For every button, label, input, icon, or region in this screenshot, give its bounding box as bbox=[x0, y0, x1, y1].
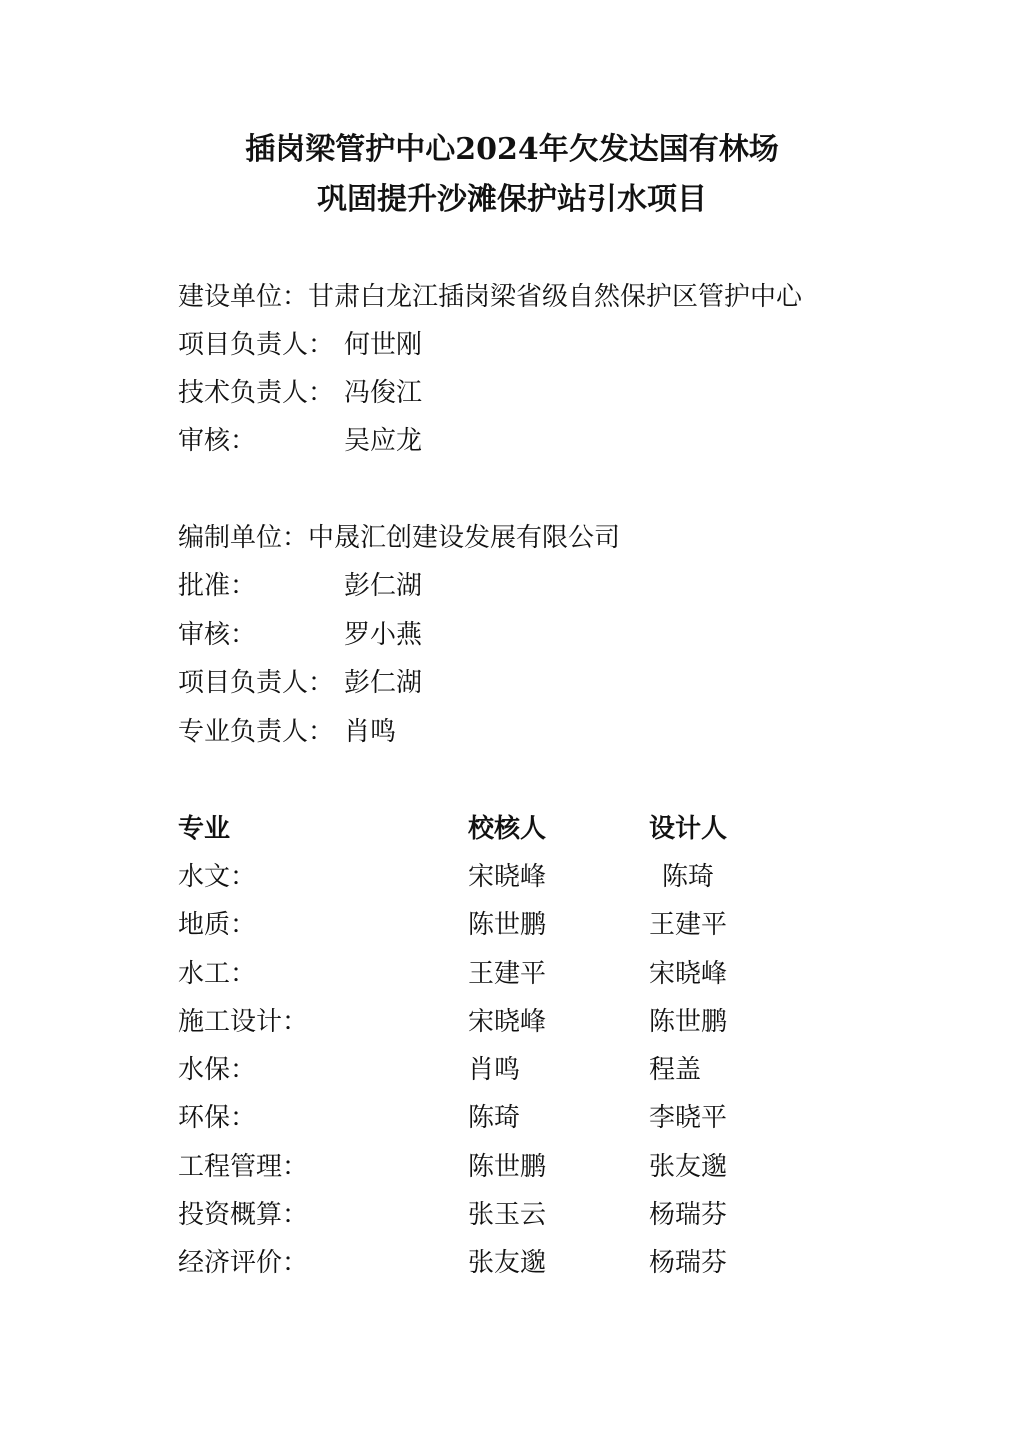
row-checker: 陈琦 bbox=[468, 1103, 521, 1133]
row-specialty: 投资概算： bbox=[178, 1200, 309, 1230]
row-specialty: 地质： bbox=[178, 910, 257, 940]
row-designer: 杨瑞芬 bbox=[649, 1248, 728, 1278]
row-checker: 张玉云 bbox=[468, 1200, 547, 1230]
compilation-project-lead-label: 项目负责人： bbox=[178, 668, 335, 698]
row-specialty: 水保： bbox=[178, 1055, 257, 1085]
compilation-specialty-lead-label: 专业负责人： bbox=[178, 717, 335, 747]
row-checker: 陈世鹏 bbox=[468, 1152, 547, 1182]
table-row bbox=[178, 956, 728, 992]
construction-unit-value: 甘肃白龙江插岗梁省级自然保护区管护中心 bbox=[308, 282, 803, 312]
compilation-review-label: 审核： bbox=[178, 620, 257, 650]
table-row bbox=[178, 1052, 702, 1088]
row-specialty: 经济评价： bbox=[178, 1248, 309, 1278]
table-row bbox=[178, 907, 728, 943]
header-checker: 校核人 bbox=[468, 814, 547, 844]
row-checker: 宋晓峰 bbox=[468, 862, 547, 892]
table-row bbox=[178, 1004, 728, 1040]
row-checker: 张友邈 bbox=[468, 1248, 547, 1278]
compilation-unit-value: 中晟汇创建设发展有限公司 bbox=[308, 523, 621, 553]
compilation-specialty-lead-row bbox=[178, 714, 397, 750]
row-designer: 程盖 bbox=[649, 1055, 702, 1085]
header-designer: 设计人 bbox=[649, 814, 728, 844]
construction-project-lead-label: 项目负责人： bbox=[178, 330, 335, 360]
construction-tech-lead-value: 冯俊江 bbox=[344, 378, 423, 408]
row-designer: 王建平 bbox=[649, 910, 728, 940]
compilation-unit-label: 编制单位： bbox=[178, 523, 309, 553]
row-specialty: 环保： bbox=[178, 1103, 257, 1133]
compilation-approve-label: 批准： bbox=[178, 571, 257, 601]
staff-table-header bbox=[178, 811, 728, 847]
compilation-project-lead-value: 彭仁湖 bbox=[344, 668, 423, 698]
row-designer: 宋晓峰 bbox=[649, 959, 728, 989]
row-specialty: 施工设计： bbox=[178, 1007, 309, 1037]
document-title-line-2: 巩固提升沙滩保护站引水项目 bbox=[317, 182, 707, 217]
document-title-line-1: 插岗梁管护中心2024年欠发达国有林场 bbox=[245, 132, 779, 167]
construction-tech-lead-row bbox=[178, 375, 423, 411]
compilation-approve-row bbox=[178, 568, 423, 604]
table-row bbox=[178, 1100, 728, 1136]
construction-review-label: 审核： bbox=[178, 426, 257, 456]
compilation-specialty-lead-value: 肖鸣 bbox=[344, 717, 397, 747]
row-designer: 陈世鹏 bbox=[649, 1007, 728, 1037]
construction-tech-lead-label: 技术负责人： bbox=[178, 378, 335, 408]
construction-project-lead-value: 何世刚 bbox=[344, 330, 423, 360]
row-designer: 张友邈 bbox=[649, 1152, 728, 1182]
compilation-review-row bbox=[178, 617, 423, 653]
construction-unit-label: 建设单位： bbox=[178, 282, 309, 312]
construction-unit-row bbox=[178, 279, 802, 315]
construction-review-value: 吴应龙 bbox=[344, 426, 423, 456]
compilation-project-lead-row bbox=[178, 665, 423, 701]
compilation-approve-value: 彭仁湖 bbox=[344, 571, 423, 601]
table-row bbox=[178, 859, 715, 895]
row-checker: 宋晓峰 bbox=[468, 1007, 547, 1037]
row-specialty: 工程管理： bbox=[178, 1152, 309, 1182]
row-designer: 李晓平 bbox=[649, 1103, 728, 1133]
row-designer: 陈琦 bbox=[662, 862, 715, 892]
row-designer: 杨瑞芬 bbox=[649, 1200, 728, 1230]
row-checker: 王建平 bbox=[468, 959, 547, 989]
row-checker: 肖鸣 bbox=[468, 1055, 521, 1085]
table-row bbox=[178, 1197, 728, 1233]
table-row bbox=[178, 1149, 728, 1185]
row-specialty: 水文： bbox=[178, 862, 257, 892]
construction-project-lead-row bbox=[178, 327, 423, 363]
table-row bbox=[178, 1245, 728, 1281]
row-specialty: 水工： bbox=[178, 959, 257, 989]
compilation-review-value: 罗小燕 bbox=[344, 620, 423, 650]
construction-review-row bbox=[178, 423, 423, 459]
row-checker: 陈世鹏 bbox=[468, 910, 547, 940]
header-specialty: 专业 bbox=[178, 814, 231, 844]
compilation-unit-row bbox=[178, 520, 620, 556]
